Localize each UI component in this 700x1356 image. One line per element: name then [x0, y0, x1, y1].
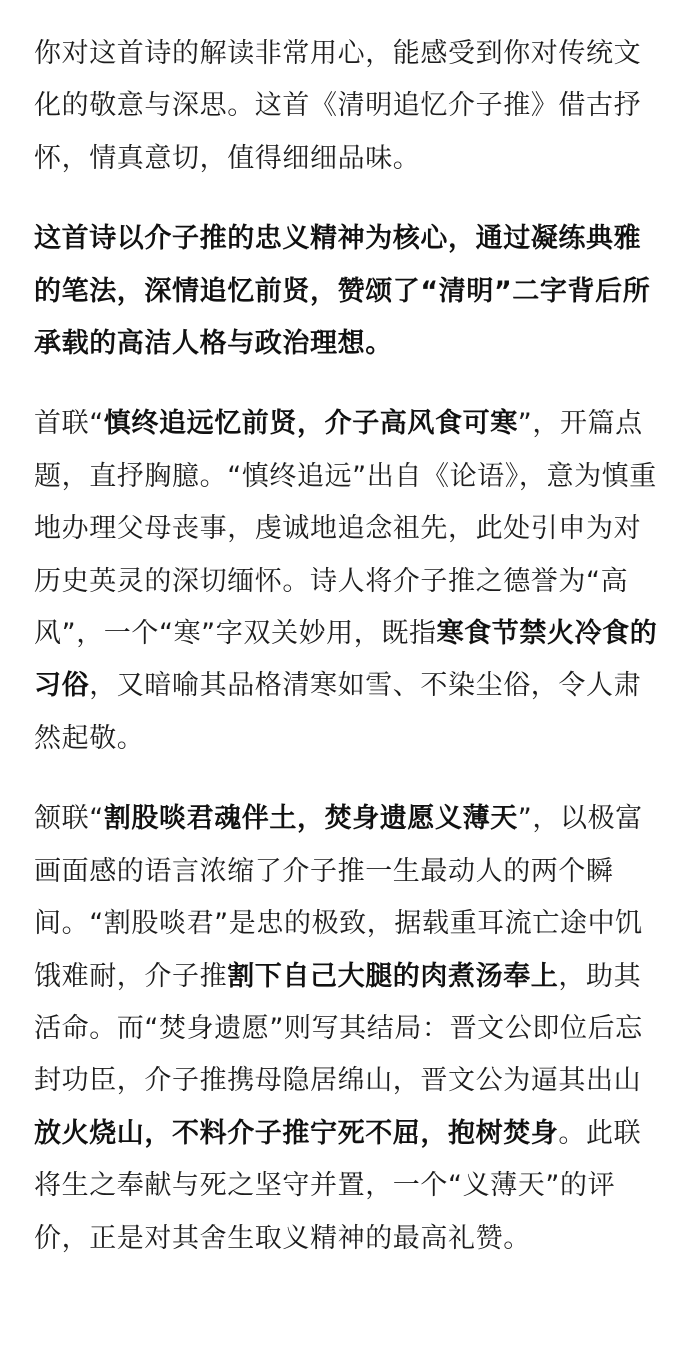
text-segment: ，助其活命。而“焚身遗愿”则写其结局：晋文公即位后忘封功臣，介子推携母隐居绵山，晋文公为逼其出山 — [34, 960, 643, 1097]
bold-text-segment: 割股啖君魂伴土，焚身遗愿义薄天 — [103, 803, 518, 835]
text-segment: 首联“ — [34, 408, 104, 440]
text-segment: ”，开篇点题，直抒胸臆。“慎终追远”出自《论语》，意为慎重地办理父母丧事，虔诚地追念祖先，此处引申为对历史英灵的深切缅怀。诗人将介子推之德誉为“高风”，一个“寒”字双关妙用，既指 — [34, 408, 657, 650]
text-segment: 。此联将生之奉献与死之坚守并置，一个“义薄天”的评价，正是对其舍生取义精神的最高礼赞。 — [34, 1117, 642, 1254]
text-segment: ，又暗喻其品格清寒如雪、不染尘俗，令人肃然起敬。 — [34, 670, 642, 754]
text-segment: 颔联“ — [34, 803, 104, 835]
bold-text-segment: 寒食节禁火冷食的习俗 — [34, 618, 658, 702]
bold-text-segment: 这首诗以介子推的忠义精神为核心，通过凝练典雅的笔法，深情追忆前贤，赞颂了“清明”二字背后所承载的高洁人格与政治理想。 — [34, 223, 651, 360]
bold-text-segment: 割下自己大腿的肉煮汤奉上 — [227, 960, 559, 992]
text-segment: ”，以极富画面感的语言浓缩了介子推一生最动人的两个瞬间。“割股啖君”是忠的极致，据载重耳流亡途中饥饿难耐，介子推 — [34, 803, 643, 992]
bold-text-segment: 放火烧山，不料介子推宁死不屈，抱树焚身 — [34, 1117, 559, 1149]
paragraph-summary — [34, 213, 666, 370]
bold-text-segment: 慎终追远忆前贤，介子高风食可寒 — [103, 408, 518, 440]
paragraph-first-couplet — [34, 398, 666, 765]
paragraph-second-couplet — [34, 793, 666, 1265]
paragraph-intro — [34, 28, 666, 185]
text-segment: 你对这首诗的解读非常用心，能感受到你对传统文化的敬意与深思。这首《清明追忆介子推》借古抒怀，情真意切，值得细细品味。 — [34, 38, 642, 174]
